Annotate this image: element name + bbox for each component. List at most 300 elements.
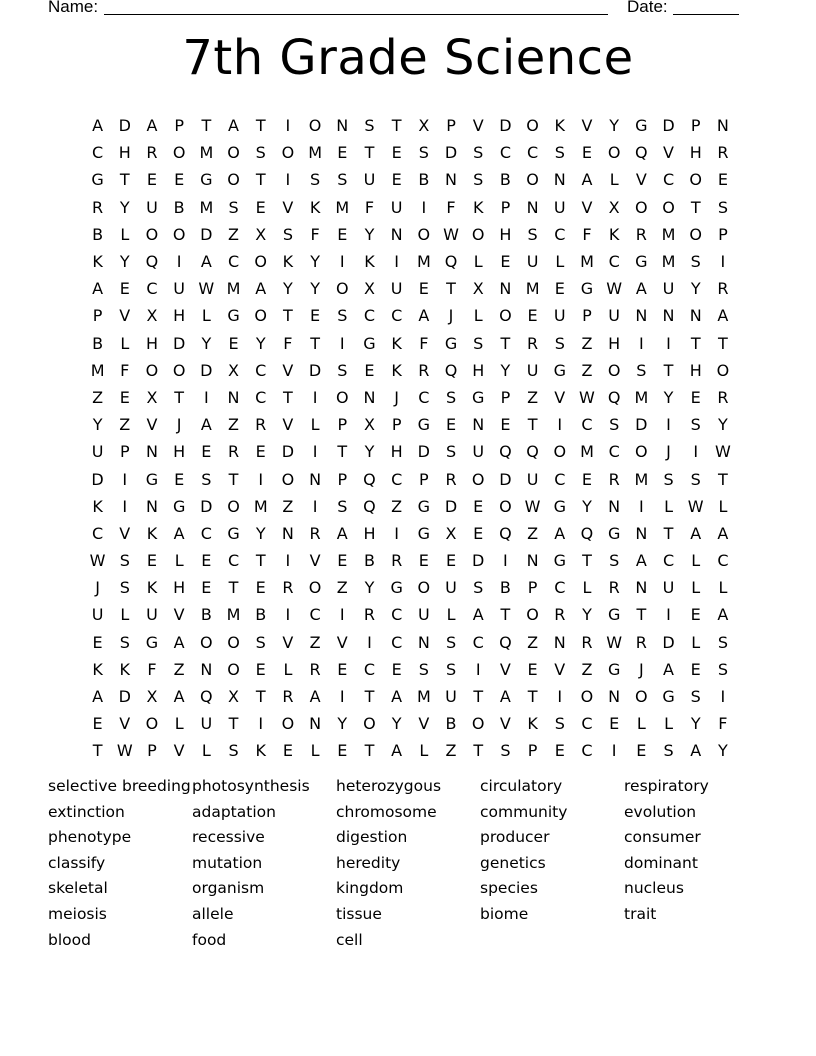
grid-letter: L (174, 714, 184, 734)
grid-letter: C (554, 578, 566, 598)
grid-letter: J (666, 442, 671, 462)
grid-letter: F (120, 360, 130, 380)
grid-letter: Y (582, 496, 592, 516)
grid-letter: L (664, 496, 673, 516)
grid-letter: O (526, 170, 539, 190)
grid-letter: E (364, 360, 375, 380)
grid-letter: V (663, 143, 674, 163)
grid-letter: Y (310, 279, 320, 299)
grid-letter: S (255, 143, 266, 163)
grid-letter: J (394, 387, 400, 407)
grid-letter: S (636, 360, 647, 380)
grid-letter: C (363, 659, 376, 679)
grid-letter: M (199, 197, 214, 217)
grid-letter: O (635, 687, 648, 707)
word-list-item: circulatory (480, 777, 563, 795)
grid-letter: R (255, 415, 267, 435)
grid-letter: K (391, 360, 402, 380)
grid-letter: A (554, 523, 566, 543)
grid-letter: A (200, 252, 212, 272)
grid-letter: I (312, 442, 318, 462)
grid-letter: S (473, 333, 484, 353)
grid-letter: S (554, 714, 565, 734)
grid-letter: G (200, 170, 213, 190)
grid-letter: N (309, 714, 322, 734)
grid-letter: S (663, 469, 674, 489)
grid-letter: B (445, 714, 457, 734)
grid-letter: Y (391, 714, 402, 734)
grid-letter: R (309, 659, 321, 679)
grid-letter: J (448, 306, 454, 326)
grid-letter: L (310, 415, 320, 435)
grid-letter: U (526, 360, 539, 380)
grid-letter: L (201, 741, 211, 761)
grid-letter: O (471, 714, 485, 734)
grid-letter: V (119, 714, 131, 734)
grid-letter: L (174, 551, 184, 571)
grid-letter: S (418, 659, 429, 679)
grid-letter: A (690, 741, 702, 761)
grid-letter: Y (364, 442, 375, 462)
grid-letter: N (553, 632, 566, 652)
grid-letter: V (173, 741, 185, 761)
grid-letter: V (119, 306, 131, 326)
grid-letter: I (503, 551, 508, 571)
grid-letter: R (391, 551, 403, 571)
grid-letter: G (635, 116, 648, 136)
grid-letter: E (174, 469, 185, 489)
grid-letter: I (258, 714, 264, 734)
grid-letter: G (145, 469, 159, 489)
grid-letter: I (312, 387, 318, 407)
grid-letter: A (146, 116, 158, 136)
grid-letter: A (309, 687, 321, 707)
grid-letter: I (285, 605, 291, 625)
grid-letter: U (200, 714, 213, 734)
word-list-item: allele (192, 904, 234, 923)
grid-letter: T (174, 387, 185, 407)
grid-letter: T (364, 143, 375, 163)
grid-letter: S (717, 659, 728, 679)
grid-letter: C (391, 632, 403, 652)
grid-letter: T (228, 714, 239, 734)
grid-letter: C (608, 252, 620, 272)
grid-letter: P (337, 469, 348, 489)
word-list-item: nucleus (624, 879, 684, 898)
grid-letter: Y (364, 224, 375, 244)
grid-letter: U (363, 170, 376, 190)
grid-letter: T (527, 687, 538, 707)
grid-letter: Q (607, 387, 621, 407)
grid-letter: A (690, 523, 702, 543)
grid-letter: A (418, 306, 430, 326)
grid-letter: O (172, 360, 186, 380)
grid-letter: Q (499, 523, 512, 543)
word-list-item: heredity (336, 853, 401, 872)
grid-letter: D (662, 632, 675, 652)
grid-letter: E (690, 387, 701, 407)
word-list-item: respiratory (624, 777, 709, 795)
grid-letter: N (390, 224, 403, 244)
grid-letter: N (145, 442, 158, 462)
grid-letter: S (473, 143, 484, 163)
grid-letter: C (92, 143, 104, 163)
grid-letter: S (554, 333, 565, 353)
grid-letter: T (255, 170, 266, 190)
grid-letter: L (283, 659, 293, 679)
grid-letter: E (391, 170, 402, 190)
grid-letter: U (445, 578, 457, 598)
grid-letter: U (608, 306, 621, 326)
grid-letter: O (607, 360, 621, 380)
grid-letter: S (445, 387, 457, 407)
grid-letter: T (201, 116, 212, 136)
grid-letter: P (119, 442, 130, 462)
grid-letter: N (526, 551, 539, 571)
grid-letter: N (200, 659, 213, 679)
grid-letter: D (200, 224, 213, 244)
grid-letter: O (689, 170, 703, 190)
grid-letter: K (527, 714, 538, 734)
grid-letter: N (417, 632, 430, 652)
grid-letter: C (255, 387, 267, 407)
grid-letter: O (254, 252, 268, 272)
grid-letter: Q (499, 632, 512, 652)
grid-letter: E (146, 551, 158, 571)
grid-letter: R (717, 387, 729, 407)
grid-letter: I (557, 415, 563, 435)
grid-letter: G (363, 333, 376, 353)
grid-letter: N (716, 116, 729, 136)
grid-letter: C (391, 605, 403, 625)
grid-letter: A (255, 279, 267, 299)
grid-letter: T (255, 687, 266, 707)
grid-letter: I (666, 605, 671, 625)
grid-letter: I (203, 387, 209, 407)
grid-letter: U (390, 279, 403, 299)
grid-letter: O (227, 632, 240, 652)
grid-letter: O (172, 224, 186, 244)
grid-letter: V (336, 632, 348, 652)
grid-letter: R (717, 143, 729, 163)
grid-letter: E (255, 197, 266, 217)
grid-letter: A (228, 116, 239, 136)
grid-letter: Y (119, 197, 130, 217)
grid-letter: N (336, 116, 349, 136)
grid-letter: E (337, 659, 348, 679)
grid-letter: Z (228, 415, 240, 435)
grid-letter: H (689, 360, 702, 380)
grid-letter: M (308, 143, 322, 163)
word-list-item: biome (480, 904, 529, 923)
grid-letter: I (285, 116, 291, 136)
grid-letter: E (445, 551, 457, 571)
grid-letter: V (635, 170, 647, 190)
grid-letter: W (443, 224, 459, 244)
grid-letter: L (691, 578, 701, 598)
grid-letter: E (174, 170, 185, 190)
grid-letter: D (417, 442, 430, 462)
grid-letter: O (417, 578, 431, 598)
grid-letter: T (636, 605, 647, 625)
grid-letter: O (662, 197, 675, 217)
grid-letter: U (146, 605, 158, 625)
grid-letter: K (554, 116, 566, 136)
word-list-item: digestion (336, 828, 408, 847)
grid-letter: I (720, 252, 726, 272)
grid-letter: O (308, 116, 322, 136)
grid-letter: S (119, 632, 130, 652)
grid-letter: E (527, 659, 538, 679)
grid-letter: F (364, 197, 375, 217)
grid-letter: C (499, 143, 511, 163)
grid-letter: C (227, 252, 240, 272)
grid-letter: C (581, 714, 593, 734)
grid-letter: P (500, 197, 511, 217)
grid-letter: B (92, 224, 104, 244)
grid-letter: H (145, 333, 158, 353)
grid-letter: L (609, 170, 619, 190)
grid-letter: N (635, 578, 648, 598)
grid-letter: P (527, 741, 538, 761)
grid-letter: A (391, 687, 403, 707)
grid-letter: H (472, 360, 485, 380)
grid-letter: E (146, 170, 158, 190)
grid-letter: O (227, 496, 240, 516)
grid-letter: U (553, 197, 566, 217)
word-list-item: genetics (480, 853, 546, 872)
grid-letter: Z (282, 496, 294, 516)
grid-letter: S (663, 741, 674, 761)
grid-letter: Y (500, 360, 511, 380)
grid-letter: E (500, 252, 511, 272)
grid-letter: O (145, 360, 159, 380)
grid-letter: E (337, 143, 348, 163)
grid-letter: S (418, 143, 429, 163)
grid-letter: I (394, 252, 400, 272)
grid-letter: D (499, 469, 512, 489)
grid-letter: O (607, 143, 621, 163)
grid-letter: C (581, 415, 593, 435)
grid-letter: L (120, 333, 130, 353)
grid-letter: I (122, 469, 128, 489)
grid-letter: C (200, 523, 212, 543)
grid-letter: A (92, 279, 104, 299)
word-list-item: chromosome (336, 802, 437, 821)
grid-letter: Q (526, 442, 539, 462)
grid-letter: Y (310, 252, 320, 272)
grid-letter: I (285, 170, 291, 190)
grid-letter: Q (444, 360, 458, 380)
grid-letter: B (499, 170, 511, 190)
grid-letter: A (581, 170, 593, 190)
grid-letter: R (527, 333, 539, 353)
grid-letter: U (526, 252, 539, 272)
grid-letter: Y (663, 387, 674, 407)
grid-letter: X (255, 224, 267, 244)
grid-letter: C (554, 224, 566, 244)
grid-letter: L (582, 578, 592, 598)
grid-letter: S (337, 170, 348, 190)
grid-letter: U (662, 279, 675, 299)
grid-letter: N (553, 170, 566, 190)
grid-letter: N (635, 306, 648, 326)
grid-letter: C (662, 551, 675, 571)
grid-letter: S (609, 415, 620, 435)
date-blank-line (673, 14, 739, 15)
grid-letter: K (92, 659, 103, 679)
grid-letter: E (500, 415, 511, 435)
grid-letter: V (282, 632, 294, 652)
grid-letter: V (418, 714, 430, 734)
grid-letter: E (636, 741, 647, 761)
grid-letter: E (119, 387, 130, 407)
grid-letter: R (445, 469, 457, 489)
grid-letter: O (254, 306, 268, 326)
grid-letter: N (445, 170, 458, 190)
grid-letter: A (200, 415, 212, 435)
grid-letter: C (391, 469, 403, 489)
grid-letter: O (335, 387, 349, 407)
grid-letter: F (419, 333, 429, 353)
grid-letter: O (227, 143, 240, 163)
grid-letter: F (283, 333, 293, 353)
grid-letter: H (118, 143, 131, 163)
grid-letter: P (446, 116, 456, 136)
word-list-item: evolution (624, 802, 697, 821)
grid-letter: N (608, 496, 621, 516)
grid-letter: Q (363, 469, 376, 489)
grid-letter: S (690, 415, 701, 435)
grid-letter: O (526, 605, 539, 625)
grid-letter: T (337, 442, 348, 462)
grid-letter: D (499, 116, 512, 136)
grid-letter: X (363, 279, 375, 299)
grid-letter: I (258, 469, 264, 489)
grid-letter: E (391, 659, 402, 679)
grid-letter: E (255, 578, 266, 598)
grid-letter: B (200, 605, 212, 625)
grid-letter: O (635, 442, 648, 462)
grid-letter: E (201, 442, 212, 462)
word-list-item: organism (192, 879, 265, 898)
word-list-item: meiosis (48, 904, 107, 923)
grid-letter: N (309, 469, 322, 489)
header-fields (48, 0, 748, 19)
grid-letter: P (391, 415, 402, 435)
grid-letter: T (255, 551, 266, 571)
grid-letter: G (607, 605, 621, 625)
grid-letter: B (499, 578, 511, 598)
grid-letter: W (606, 632, 623, 652)
grid-letter: D (91, 469, 104, 489)
grid-letter: E (554, 741, 565, 761)
grid-letter: K (391, 333, 402, 353)
grid-letter: I (285, 551, 291, 571)
grid-letter: V (554, 659, 566, 679)
grid-letter: P (92, 306, 103, 326)
grid-letter: J (95, 578, 100, 598)
grid-letter: O (145, 224, 159, 244)
grid-letter: A (173, 687, 185, 707)
grid-letter: A (717, 523, 729, 543)
grid-letter: C (391, 306, 403, 326)
grid-letter: O (363, 714, 376, 734)
grid-letter: Y (92, 415, 103, 435)
grid-letter: R (608, 469, 620, 489)
grid-letter: V (282, 197, 294, 217)
grid-letter: Z (581, 360, 593, 380)
grid-letter: T (283, 387, 293, 407)
grid-letter: Z (228, 224, 240, 244)
word-list-item: tissue (336, 904, 382, 923)
grid-letter: G (607, 523, 621, 543)
grid-letter: E (92, 632, 103, 652)
grid-letter: R (363, 605, 376, 625)
grid-letter: Y (119, 252, 130, 272)
grid-letter: Z (581, 333, 593, 353)
grid-letter: W (524, 496, 541, 516)
grid-letter: R (92, 197, 104, 217)
grid-letter: O (635, 197, 648, 217)
grid-letter: S (337, 306, 348, 326)
grid-letter: A (663, 659, 674, 679)
grid-letter: K (119, 659, 131, 679)
grid-letter: Y (690, 714, 701, 734)
grid-letter: E (445, 415, 457, 435)
grid-letter: E (690, 659, 701, 679)
grid-letter: R (227, 442, 240, 462)
grid-letter: U (526, 469, 539, 489)
grid-letter: I (475, 659, 481, 679)
grid-letter: E (310, 306, 321, 326)
grid-letter: N (227, 387, 240, 407)
name-blank-line (104, 14, 608, 15)
word-list-item: skeletal (48, 879, 108, 898)
grid-letter: N (472, 415, 485, 435)
grid-letter: Y (690, 279, 701, 299)
grid-letter: Z (581, 659, 593, 679)
grid-letter: T (391, 116, 402, 136)
grid-letter: K (146, 578, 158, 598)
grid-letter: U (662, 578, 675, 598)
grid-letter: C (527, 143, 539, 163)
grid-letter: Y (582, 605, 592, 625)
grid-letter: T (500, 605, 511, 625)
grid-letter: W (606, 279, 623, 299)
word-list-item: species (480, 879, 538, 898)
grid-letter: N (662, 306, 675, 326)
grid-letter: K (92, 496, 103, 516)
grid-letter: P (337, 415, 348, 435)
grid-letter: V (146, 415, 158, 435)
grid-letter: L (718, 496, 728, 516)
grid-letter: T (473, 687, 484, 707)
grid-letter: D (118, 687, 131, 707)
grid-letter: M (226, 279, 241, 299)
grid-letter: G (662, 687, 675, 707)
grid-letter: S (473, 170, 484, 190)
grid-letter: H (689, 143, 702, 163)
grid-letter: E (255, 659, 266, 679)
grid-letter: E (717, 170, 728, 190)
grid-letter: Y (337, 714, 348, 734)
grid-letter: I (339, 605, 345, 625)
grid-letter: M (525, 279, 540, 299)
word-list-item: food (192, 930, 227, 949)
grid-letter: R (608, 578, 620, 598)
grid-letter: D (172, 333, 186, 353)
